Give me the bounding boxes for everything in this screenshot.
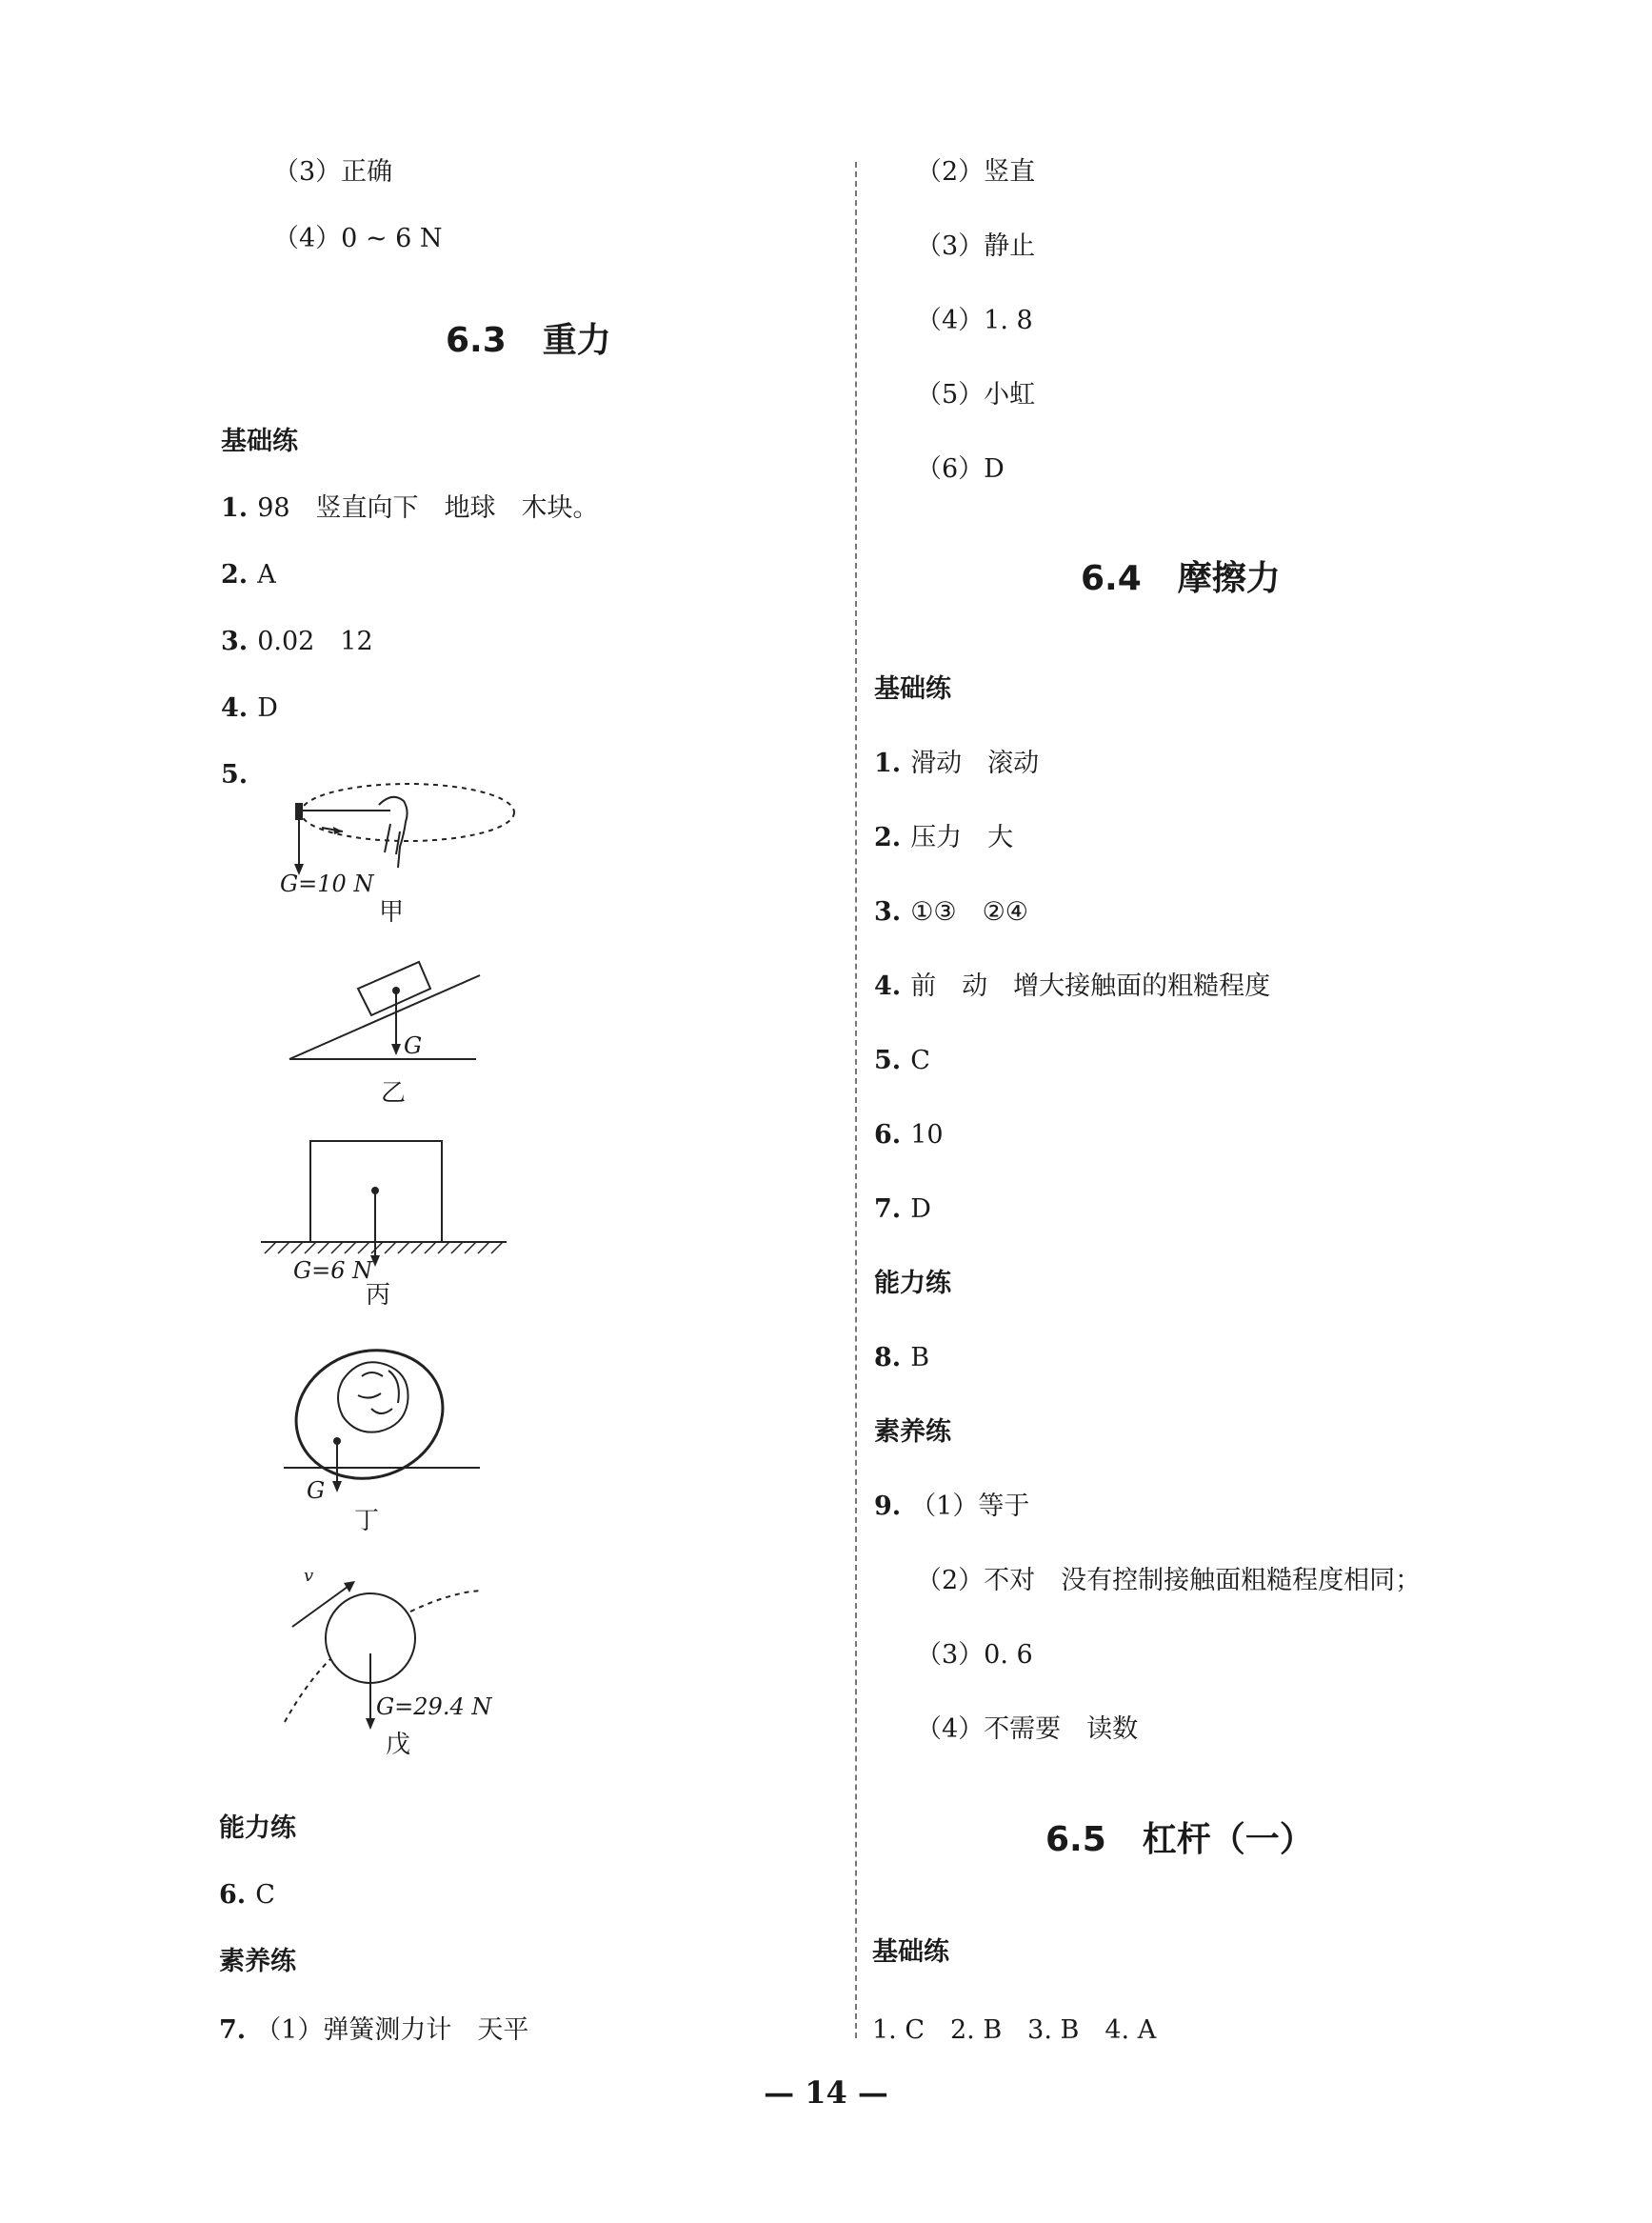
gravity-arrow-head	[332, 1481, 342, 1492]
answer-text: 滑动 滚动	[910, 749, 1040, 778]
answer-3-static: （3）静止	[916, 231, 1036, 261]
heading-literacy-practice: 素养练	[874, 1417, 951, 1447]
hand	[379, 797, 408, 868]
question-3	[874, 895, 1028, 930]
trajectory-after	[410, 1591, 481, 1612]
question-number: 3.	[221, 627, 249, 656]
answer-4-range: （4）0 ~ 6 N	[273, 224, 443, 253]
question-8	[874, 1341, 929, 1375]
figure-caption: 丁	[354, 1507, 380, 1535]
page-number: — 14 —	[764, 2074, 888, 2111]
question-1	[874, 747, 1039, 781]
question-number: 5.	[221, 760, 249, 790]
figure-ding	[284, 1338, 493, 1538]
answer-4-value: （4）1. 8	[916, 306, 1033, 335]
heading-basic-practice: 基础练	[874, 674, 951, 704]
question-3	[221, 625, 373, 659]
section-title-6-3	[446, 320, 611, 362]
section-number: 6.3	[446, 321, 507, 360]
answer-text: （1）弹簧测力计 天平	[255, 2015, 529, 2045]
question-number: 4.	[874, 971, 902, 1001]
answer-text: 压力 大	[910, 823, 1014, 852]
answers-6-5-basic: 1. C 2. B 3. B 4. A	[872, 2015, 1157, 2045]
answer-text: C	[910, 1046, 930, 1075]
question-2	[221, 558, 276, 592]
answer-text: D	[257, 693, 278, 723]
question-number: 1.	[221, 493, 249, 523]
heading-ability-practice: 能力练	[874, 1269, 951, 1298]
figure-caption: 乙	[381, 1079, 407, 1108]
section-number: 6.4	[1081, 559, 1142, 598]
question-5	[221, 758, 257, 792]
ball	[295, 803, 303, 820]
question-number: 7.	[874, 1194, 902, 1224]
answer-text: ①③ ②④	[910, 897, 1029, 927]
force-label: G	[404, 1032, 423, 1059]
answer-5-name: （5）小虹	[916, 380, 1036, 410]
question-number: 2.	[874, 823, 902, 852]
question-number: 7.	[219, 2015, 247, 2045]
answer-text: 前 动 增大接触面的粗糙程度	[910, 971, 1271, 1001]
trajectory-before	[285, 1659, 330, 1722]
column-divider	[855, 162, 857, 2038]
answer-text: D	[910, 1194, 931, 1224]
figure-caption: 戊	[386, 1731, 411, 1759]
heading-basic-practice: 基础练	[221, 427, 298, 456]
answer-2-vertical: （2）竖直	[916, 157, 1036, 187]
egg-body	[279, 1332, 459, 1497]
heading-ability-practice: 能力练	[219, 1813, 296, 1843]
answer-text: 10	[910, 1120, 944, 1150]
question-number: 6.	[219, 1880, 247, 1910]
question-number: 2.	[221, 560, 249, 590]
heading-literacy-practice: 素养练	[219, 1947, 296, 1976]
figure-caption: 甲	[379, 898, 405, 927]
figure-bing	[259, 1133, 516, 1314]
section-number: 6.5	[1045, 1820, 1106, 1859]
answer-text: A	[257, 560, 276, 590]
question-9-part-3: （3）0. 6	[916, 1640, 1033, 1670]
question-number: 1.	[874, 749, 902, 778]
force-label: G=29.4 N	[376, 1693, 492, 1720]
question-5	[874, 1044, 930, 1078]
question-6	[219, 1878, 275, 1913]
force-label: G=6 N	[293, 1257, 373, 1284]
section-title-6-5	[1045, 1819, 1314, 1861]
question-number: 5.	[874, 1046, 902, 1075]
velocity-label: v	[304, 1566, 314, 1586]
question-7	[874, 1192, 931, 1227]
section-name: 摩擦力	[1177, 559, 1281, 598]
answer-text: B	[910, 1343, 930, 1372]
question-number: 3.	[874, 897, 902, 927]
question-number: 8.	[874, 1343, 902, 1372]
figure-caption: 丙	[366, 1281, 391, 1310]
question-7	[219, 2013, 528, 2048]
ground-hatch	[265, 1242, 503, 1253]
question-number: 6.	[874, 1120, 902, 1150]
question-2	[874, 821, 1013, 855]
figure-yi	[286, 952, 486, 1110]
question-number: 4.	[221, 693, 249, 723]
force-label: G	[307, 1477, 326, 1504]
gravity-arrow-head	[366, 1718, 375, 1730]
question-4	[874, 970, 1270, 1004]
question-9	[874, 1490, 1029, 1524]
answer-6-choice: （6）D	[916, 454, 1005, 484]
force-label: G=10 N	[280, 871, 374, 897]
section-name: 重力	[542, 321, 611, 360]
question-9-part-2: （2）不对 没有控制接触面粗糙程度相同；	[916, 1566, 1422, 1595]
question-1	[221, 491, 599, 526]
question-4	[221, 691, 278, 726]
gravity-arrow-head	[391, 1044, 401, 1055]
figure-jia	[267, 776, 514, 929]
question-9-part-4: （4）不需要 读数	[916, 1714, 1139, 1744]
velocity-arrow-head	[344, 1581, 355, 1592]
question-6	[874, 1118, 944, 1152]
question-number: 9.	[874, 1492, 902, 1521]
section-name: 杠杆（一）	[1142, 1820, 1314, 1859]
section-title-6-4	[1081, 558, 1281, 600]
answer-text: C	[255, 1880, 275, 1910]
heading-basic-practice: 基础练	[872, 1937, 949, 1967]
answer-text: 0.02 12	[257, 627, 373, 656]
answer-text: （1）等于	[910, 1492, 1030, 1521]
figure-wu	[271, 1562, 528, 1772]
answer-3-correct: （3）正确	[273, 157, 393, 187]
answer-text: 98 竖直向下 地球 木块。	[257, 493, 599, 523]
